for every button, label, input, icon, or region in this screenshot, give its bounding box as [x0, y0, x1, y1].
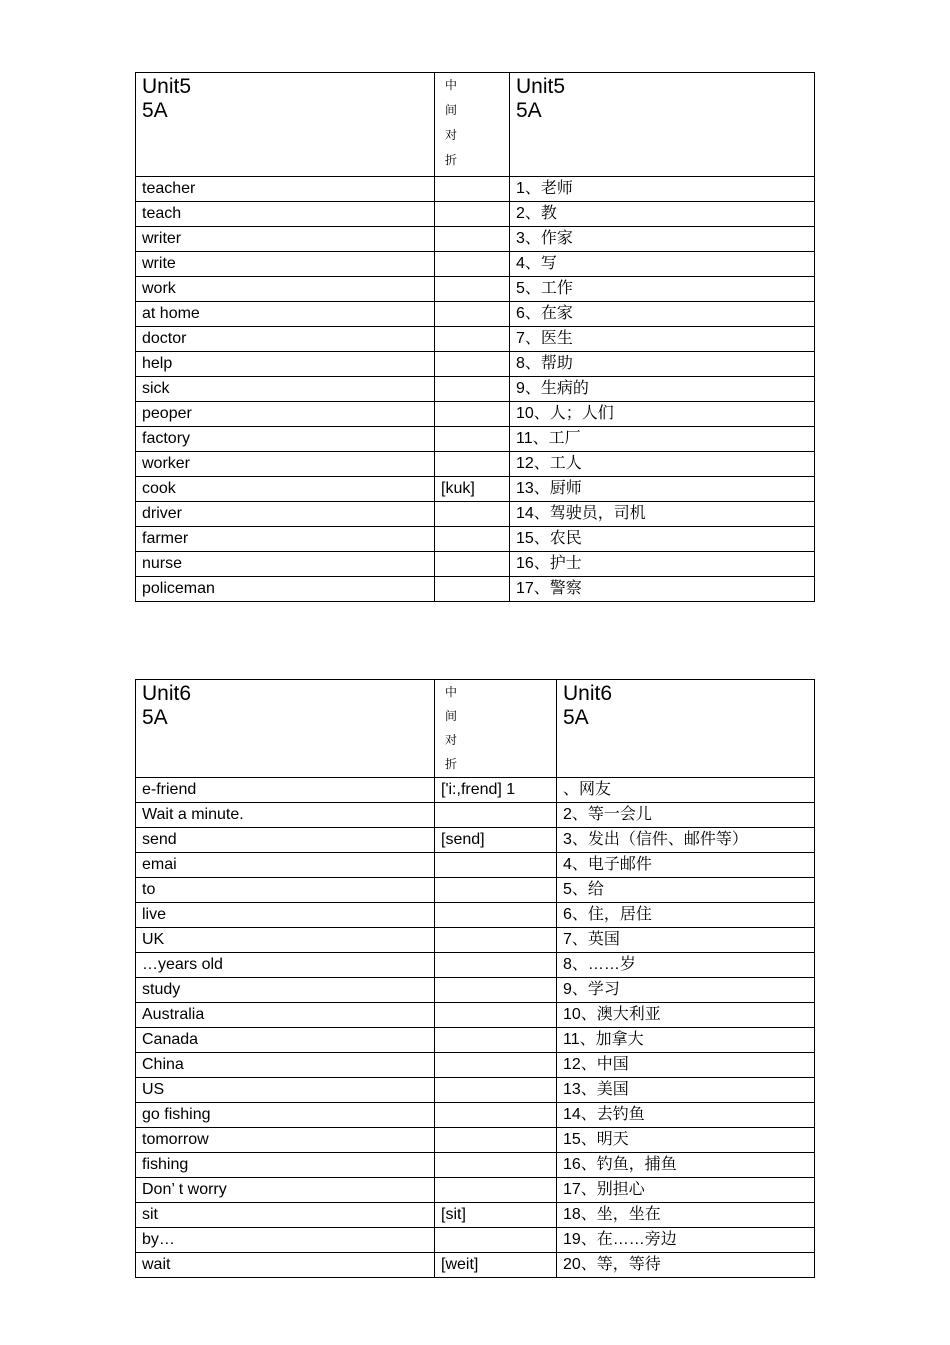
chinese-meaning-cell: 14、驾驶员，司机 — [510, 502, 815, 527]
fold-char: 中 — [445, 685, 458, 699]
phonetic-cell — [435, 978, 557, 1003]
chinese-meaning-cell: 14、去钓鱼 — [557, 1103, 815, 1128]
chinese-meaning-cell: 8、帮助 — [510, 352, 815, 377]
chinese-meaning-cell: 15、明天 — [557, 1128, 815, 1153]
phonetic-cell — [435, 1078, 557, 1103]
table-row — [136, 853, 815, 878]
english-word-cell: nurse — [136, 552, 435, 577]
english-word-cell: farmer — [136, 527, 435, 552]
chinese-meaning-cell: 15、农民 — [510, 527, 815, 552]
chinese-meaning-cell: 11、加拿大 — [557, 1028, 815, 1053]
unit-title: Unit5 — [516, 75, 566, 98]
phonetic-cell — [435, 352, 510, 377]
table-row — [136, 452, 815, 477]
chinese-meaning-cell: 9、学习 — [557, 978, 815, 1003]
table-row — [136, 427, 815, 452]
table-row — [136, 377, 815, 402]
chinese-meaning-cell: 4、电子邮件 — [557, 853, 815, 878]
chinese-meaning-cell: 19、在……旁边 — [557, 1228, 815, 1253]
table-row — [136, 527, 815, 552]
chinese-meaning-cell: 1、老师 — [510, 177, 815, 202]
english-word-cell: China — [136, 1053, 435, 1078]
chinese-meaning-cell: 8、……岁 — [557, 953, 815, 978]
english-word-cell: teacher — [136, 177, 435, 202]
phonetic-cell — [435, 853, 557, 878]
table-row — [136, 1178, 815, 1203]
english-word-cell: by… — [136, 1228, 435, 1253]
english-word-cell: writer — [136, 227, 435, 252]
english-word-cell: UK — [136, 928, 435, 953]
unit-title: Unit6 — [142, 682, 192, 705]
chinese-meaning-cell: 9、生病的 — [510, 377, 815, 402]
english-word-cell: peoper — [136, 402, 435, 427]
english-word-cell: emai — [136, 853, 435, 878]
english-word-cell: help — [136, 352, 435, 377]
phonetic-cell — [435, 1128, 557, 1153]
phonetic-cell — [435, 878, 557, 903]
chinese-meaning-cell: 10、澳大利亚 — [557, 1003, 815, 1028]
phonetic-cell — [435, 452, 510, 477]
chinese-meaning-cell: 11、工厂 — [510, 427, 815, 452]
table-row — [136, 1003, 815, 1028]
chinese-meaning-cell: 17、警察 — [510, 577, 815, 602]
chinese-meaning-cell: 3、发出（信件、邮件等） — [557, 828, 815, 853]
phonetic-cell — [435, 903, 557, 928]
table-header-row — [136, 680, 815, 778]
phonetic-cell — [435, 552, 510, 577]
english-word-cell: tomorrow — [136, 1128, 435, 1153]
grade-label: 5A — [142, 99, 168, 122]
chinese-meaning-cell: 13、美国 — [557, 1078, 815, 1103]
phonetic-cell — [435, 928, 557, 953]
table-row — [136, 828, 815, 853]
table-row — [136, 577, 815, 602]
fold-char: 对 — [445, 733, 458, 747]
vocab-table-unit5 — [135, 72, 815, 602]
phonetic-cell — [435, 202, 510, 227]
table-row — [136, 327, 815, 352]
english-word-cell: Australia — [136, 1003, 435, 1028]
english-word-cell: write — [136, 252, 435, 277]
grade-label: 5A — [563, 706, 589, 729]
english-word-cell: work — [136, 277, 435, 302]
english-word-cell: worker — [136, 452, 435, 477]
english-word-cell: policeman — [136, 577, 435, 602]
phonetic-cell — [435, 402, 510, 427]
table-row — [136, 552, 815, 577]
english-word-cell: Wait a minute. — [136, 803, 435, 828]
table-row — [136, 1128, 815, 1153]
vocab-table-unit6 — [135, 679, 815, 1278]
chinese-meaning-cell: 20、等，等待 — [557, 1253, 815, 1278]
phonetic-cell — [435, 302, 510, 327]
table-row — [136, 502, 815, 527]
table-row — [136, 978, 815, 1003]
phonetic-cell — [435, 1003, 557, 1028]
chinese-meaning-cell: 7、英国 — [557, 928, 815, 953]
phonetic-cell — [435, 1178, 557, 1203]
chinese-meaning-cell: 13、厨师 — [510, 477, 815, 502]
table-row — [136, 778, 815, 803]
english-word-cell: at home — [136, 302, 435, 327]
english-word-cell: sit — [136, 1203, 435, 1228]
table-row — [136, 1203, 815, 1228]
phonetic-cell: [sit] — [435, 1203, 557, 1228]
table-header-row — [136, 73, 815, 177]
english-word-cell: Don’ t worry — [136, 1178, 435, 1203]
chinese-meaning-cell: 5、给 — [557, 878, 815, 903]
chinese-meaning-cell: 12、工人 — [510, 452, 815, 477]
fold-char: 间 — [445, 103, 458, 117]
phonetic-cell: ['i:,frend] 1 — [435, 778, 557, 803]
unit-title-cell-left — [136, 73, 435, 177]
english-word-cell: teach — [136, 202, 435, 227]
table-row — [136, 953, 815, 978]
fold-label-cell — [435, 680, 557, 778]
chinese-meaning-cell: 16、钓鱼，捕鱼 — [557, 1153, 815, 1178]
table-row — [136, 1253, 815, 1278]
phonetic-cell — [435, 1228, 557, 1253]
table-row — [136, 1103, 815, 1128]
chinese-meaning-cell: 16、护士 — [510, 552, 815, 577]
english-word-cell: doctor — [136, 327, 435, 352]
phonetic-cell — [435, 252, 510, 277]
phonetic-cell — [435, 1103, 557, 1128]
chinese-meaning-cell: 3、作家 — [510, 227, 815, 252]
phonetic-cell — [435, 427, 510, 452]
phonetic-cell — [435, 277, 510, 302]
chinese-meaning-cell: 18、坐，坐在 — [557, 1203, 815, 1228]
table-row — [136, 1028, 815, 1053]
table-row — [136, 1053, 815, 1078]
english-word-cell: cook — [136, 477, 435, 502]
phonetic-cell: [kuk] — [435, 477, 510, 502]
phonetic-cell — [435, 177, 510, 202]
unit-title-cell-left — [136, 680, 435, 778]
unit-title: Unit5 — [142, 75, 192, 98]
table-row — [136, 1153, 815, 1178]
table-row — [136, 302, 815, 327]
phonetic-cell: [send] — [435, 828, 557, 853]
table-row — [136, 402, 815, 427]
table-row — [136, 1078, 815, 1103]
english-word-cell: US — [136, 1078, 435, 1103]
phonetic-cell — [435, 327, 510, 352]
phonetic-cell — [435, 1153, 557, 1178]
english-word-cell: Canada — [136, 1028, 435, 1053]
chinese-meaning-cell: 、网友 — [557, 778, 815, 803]
english-word-cell: e-friend — [136, 778, 435, 803]
fold-char: 对 — [445, 128, 458, 142]
phonetic-cell — [435, 227, 510, 252]
table-row — [136, 903, 815, 928]
english-word-cell: …years old — [136, 953, 435, 978]
english-word-cell: live — [136, 903, 435, 928]
unit-title-cell-right — [510, 73, 815, 177]
table-row — [136, 252, 815, 277]
chinese-meaning-cell: 4、写 — [510, 252, 815, 277]
phonetic-cell — [435, 1028, 557, 1053]
phonetic-cell — [435, 953, 557, 978]
fold-label-cell — [435, 73, 510, 177]
table-row — [136, 352, 815, 377]
english-word-cell: sick — [136, 377, 435, 402]
chinese-meaning-cell: 6、住，居住 — [557, 903, 815, 928]
phonetic-cell — [435, 377, 510, 402]
phonetic-cell — [435, 803, 557, 828]
table-row — [136, 477, 815, 502]
chinese-meaning-cell: 5、工作 — [510, 277, 815, 302]
english-word-cell: fishing — [136, 1153, 435, 1178]
phonetic-cell — [435, 527, 510, 552]
chinese-meaning-cell: 2、等一会儿 — [557, 803, 815, 828]
english-word-cell: wait — [136, 1253, 435, 1278]
english-word-cell: to — [136, 878, 435, 903]
english-word-cell: factory — [136, 427, 435, 452]
table-body — [136, 680, 815, 1278]
english-word-cell: driver — [136, 502, 435, 527]
table-row — [136, 1228, 815, 1253]
chinese-meaning-cell: 2、教 — [510, 202, 815, 227]
table-body — [136, 73, 815, 602]
fold-char: 间 — [445, 709, 458, 723]
phonetic-cell — [435, 577, 510, 602]
table-row — [136, 202, 815, 227]
grade-label: 5A — [516, 99, 542, 122]
chinese-meaning-cell: 6、在家 — [510, 302, 815, 327]
table-row — [136, 878, 815, 903]
english-word-cell: study — [136, 978, 435, 1003]
phonetic-cell — [435, 502, 510, 527]
chinese-meaning-cell: 17、别担心 — [557, 1178, 815, 1203]
table-row — [136, 277, 815, 302]
chinese-meaning-cell: 12、中国 — [557, 1053, 815, 1078]
chinese-meaning-cell: 10、人；人们 — [510, 402, 815, 427]
grade-label: 5A — [142, 706, 168, 729]
phonetic-cell — [435, 1053, 557, 1078]
fold-char: 折 — [445, 757, 458, 771]
chinese-meaning-cell: 7、医生 — [510, 327, 815, 352]
table-row — [136, 928, 815, 953]
english-word-cell: go fishing — [136, 1103, 435, 1128]
unit-title-cell-right — [557, 680, 815, 778]
table-row — [136, 803, 815, 828]
unit-title: Unit6 — [563, 682, 613, 705]
fold-char: 折 — [445, 153, 458, 167]
table-row — [136, 177, 815, 202]
fold-char: 中 — [445, 78, 458, 92]
table-row — [136, 227, 815, 252]
phonetic-cell: [weit] — [435, 1253, 557, 1278]
english-word-cell: send — [136, 828, 435, 853]
